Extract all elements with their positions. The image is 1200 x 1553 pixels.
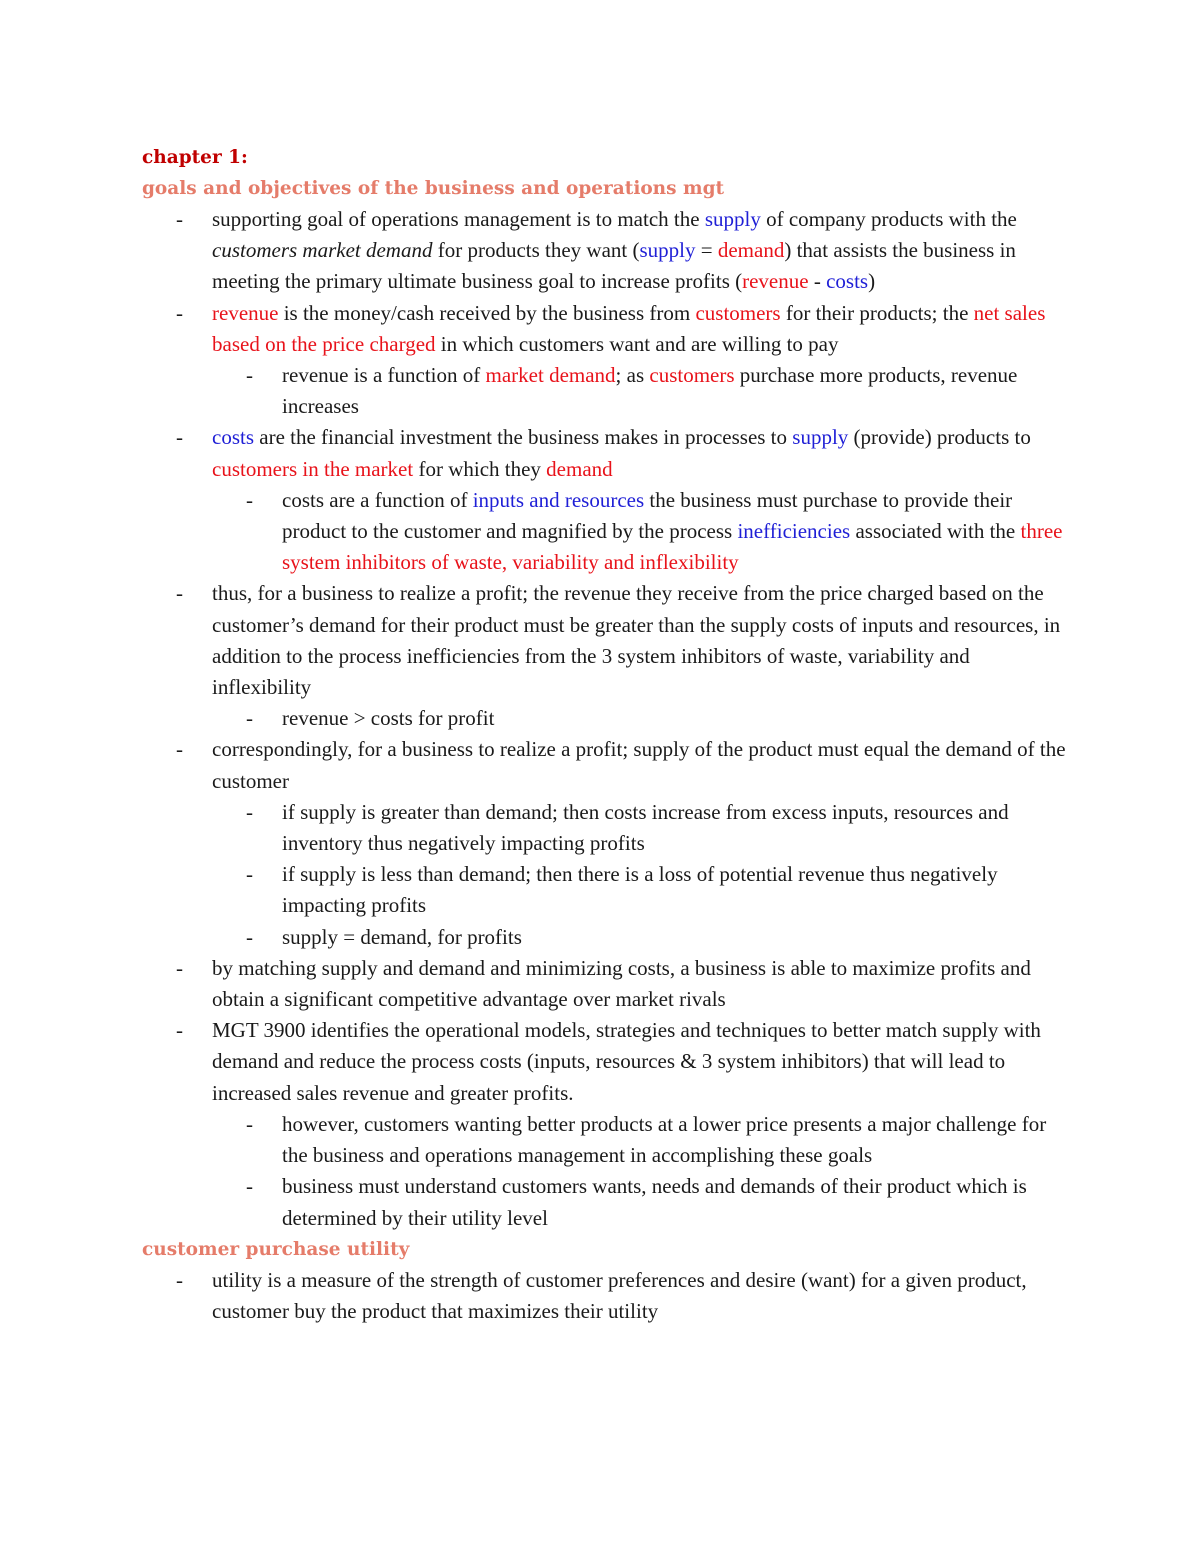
text-run: ; as <box>615 363 650 388</box>
text-run: in which customers want and are willing to pay <box>435 331 839 356</box>
highlight-red-text: three system inhibitors of waste, variability and inflexibility <box>282 519 1063 575</box>
bullet-dash: - <box>176 425 183 450</box>
bullet-dash: - <box>176 955 183 980</box>
bullet-dash: - <box>246 706 253 731</box>
bullet-dash: - <box>176 581 183 606</box>
bullet-text <box>282 1174 1027 1229</box>
highlight-blue-text: costs <box>212 425 254 450</box>
sub-bullet-item <box>142 1109 1072 1171</box>
text-run: if supply is less than demand; then there is a loss of potential revenue thus negatively impacting profits <box>282 862 998 918</box>
highlight-red-text: revenue <box>212 300 279 325</box>
bullet-text <box>282 1112 1046 1167</box>
sub-bullet-item <box>142 1171 1072 1233</box>
text-run: if supply is greater than demand; then costs increase from excess inputs, resources and inventory thus negatively impacting profits <box>282 799 1009 856</box>
text-run: for their products; the <box>780 300 974 325</box>
bullet-text <box>212 425 1031 480</box>
highlight-red-text: market demand <box>485 363 616 388</box>
text-run: (provide) products to <box>848 425 1031 450</box>
highlight-blue-text: costs <box>826 269 869 294</box>
bullet-item <box>142 204 1072 298</box>
text-run: of company products with the <box>760 207 1017 231</box>
text-run: is the money/cash received by the business from <box>278 300 696 325</box>
bullet-text <box>212 301 1045 356</box>
bullet-item <box>142 1265 1072 1327</box>
bullet-text <box>282 862 998 917</box>
text-run: by matching supply and demand and minimizing costs, a business is able to maximize profits and obtain a significant competitive advantage over market rivals <box>212 955 1031 1012</box>
highlight-blue-text: inefficiencies <box>737 519 851 544</box>
text-run: costs are a function of <box>282 487 473 512</box>
bullet-dash: - <box>246 363 253 388</box>
bullet-text <box>282 488 1062 574</box>
highlight-blue-text: supply <box>704 207 761 231</box>
bullet-text <box>212 581 1060 699</box>
bullet-dash: - <box>246 924 253 949</box>
bullet-dash: - <box>176 737 183 762</box>
section-heading: customer purchase utility <box>142 1238 410 1260</box>
highlight-red-text: demand <box>546 456 613 481</box>
bullet-text <box>282 925 522 949</box>
section <box>142 1234 1072 1327</box>
bullet-dash: - <box>176 1267 183 1292</box>
text-run: however, customers wanting better products at a lower price presents a major challenge for the business and operations management in accomplishing these goals <box>282 1111 1047 1168</box>
document-page <box>142 142 1072 1327</box>
text-run: business must understand customers wants, needs and demands of their product which is determined by their utility level <box>282 1174 1027 1230</box>
sub-bullet-item <box>142 485 1072 579</box>
chapter-heading: chapter 1: <box>142 147 248 168</box>
bullet-dash: - <box>246 487 253 512</box>
bullet-dash: - <box>246 862 253 887</box>
text-run: utility is a measure of the strength of customer preferences and desire (want) for a given product, customer buy the product that maximizes their utility <box>212 1267 1027 1323</box>
text-run: for products they want ( <box>432 238 640 263</box>
bullet-item <box>142 578 1072 703</box>
sub-bullet-item <box>142 859 1072 921</box>
bullet-dash: - <box>246 1111 253 1136</box>
text-run: - <box>808 269 827 294</box>
bullet-item <box>142 1015 1072 1109</box>
text-run: revenue > costs for profit <box>282 706 495 731</box>
bullet-item <box>142 298 1072 360</box>
highlight-red-text: customers <box>649 363 735 388</box>
text-run: are the financial investment the business makes in processes to <box>254 425 793 450</box>
bullet-text <box>282 363 1017 418</box>
text-run: supply = demand, for profits <box>282 924 522 949</box>
text-run: revenue is a function of <box>282 363 486 388</box>
sections-container <box>142 173 1072 1327</box>
section-heading: goals and objectives of the business and operations mgt <box>142 178 725 199</box>
bullet-text <box>212 1268 1027 1323</box>
bullet-dash: - <box>246 799 253 824</box>
italic-text: customers market demand <box>212 238 433 263</box>
highlight-blue-text: inputs and resources <box>472 487 645 512</box>
highlight-red-text: customers in the market <box>212 456 414 481</box>
sub-bullet-item <box>142 797 1072 859</box>
highlight-red-text: net sales based on the price charged <box>212 300 1046 356</box>
text-run: purchase more products, revenue increases <box>282 363 1018 419</box>
bullet-item <box>142 734 1072 796</box>
bullet-dash: - <box>176 207 183 231</box>
sub-bullet-item <box>142 360 1072 422</box>
bullet-text <box>282 706 494 730</box>
text-run: thus, for a business to realize a profit; the revenue they receive from the price charged based on the customer’s demand for their product must be greater than the supply costs of inputs and resources, in addition to the process inefficiencies from the 3 system inhibitors of waste, variability and inflexibility <box>212 581 1061 700</box>
text-run: ) <box>868 269 876 294</box>
bullet-text <box>282 800 1009 855</box>
highlight-red-text: demand <box>717 238 785 263</box>
bullet-dash: - <box>176 300 183 325</box>
highlight-blue-text: supply <box>792 425 849 450</box>
text-run: = <box>695 238 718 263</box>
text-run: correspondingly, for a business to realize a profit; supply of the product must equal the demand of the customer <box>212 737 1066 793</box>
text-run: the business must purchase to provide their product to the customer and magnified by the process <box>282 487 1013 544</box>
text-run: associated with the <box>850 519 1021 544</box>
bullet-item <box>142 953 1072 1015</box>
sub-bullet-item <box>142 703 1072 734</box>
bullet-dash: - <box>176 1018 183 1043</box>
text-run: supporting goal of operations management is to match the <box>212 207 705 231</box>
highlight-blue-text: supply <box>639 238 696 263</box>
text-run: for which they <box>413 456 547 481</box>
section <box>142 173 1072 1234</box>
sub-bullet-item <box>142 922 1072 953</box>
bullet-dash: - <box>246 1174 253 1199</box>
bullet-text <box>212 737 1066 792</box>
text-run: MGT 3900 identifies the operational models, strategies and techniques to better match supply with demand and reduce the process costs (inputs, resources & 3 system inhibitors) that will lead to increased sales revenue and greater profits. <box>212 1018 1041 1105</box>
bullet-item <box>142 422 1072 484</box>
bullet-text <box>212 207 1017 293</box>
highlight-red-text: revenue <box>742 269 809 294</box>
highlight-red-text: customers <box>695 300 781 325</box>
bullet-text <box>212 1018 1041 1104</box>
text-run: ) that assists the business in meeting the primary ultimate business goal to increase profits ( <box>212 238 1016 294</box>
bullet-text <box>212 956 1031 1011</box>
